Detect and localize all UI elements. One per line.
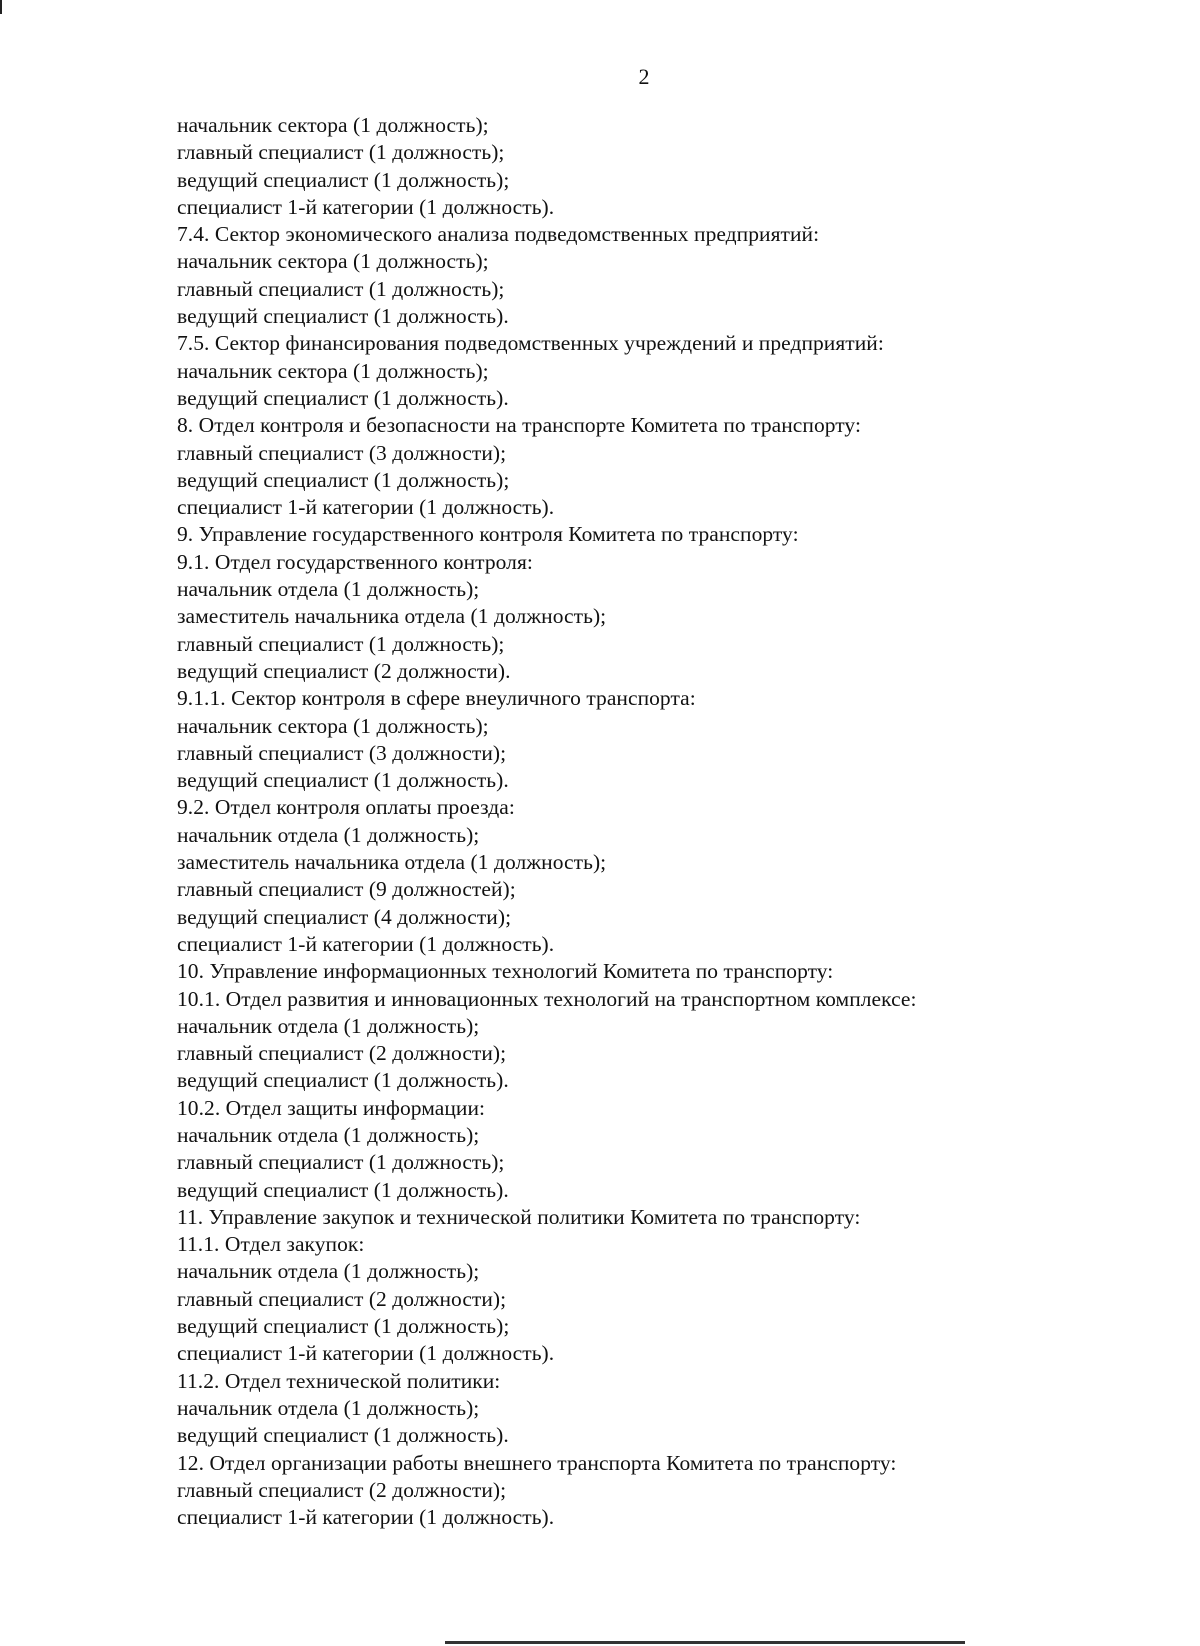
text-line: главный специалист (2 должности); bbox=[177, 1041, 507, 1066]
text-line: главный специалист (1 должность); bbox=[177, 1150, 505, 1175]
text-line: начальник сектора (1 должность); bbox=[177, 713, 489, 738]
section-heading: 9.2. Отдел контроля оплаты проезда: bbox=[177, 795, 515, 820]
section-heading: 10. Управление информационных технологий Комитета по транспорту: bbox=[177, 959, 834, 984]
text-line: ведущий специалист (1 должность). bbox=[177, 1177, 509, 1202]
text-line: ведущий специалист (2 должности). bbox=[177, 658, 511, 683]
text-line: главный специалист (2 должности); bbox=[177, 1286, 507, 1311]
text-line: начальник отдела (1 должность); bbox=[177, 1013, 480, 1038]
section-heading: 9.1. Отдел государственного контроля: bbox=[177, 549, 533, 574]
text-line: ведущий специалист (1 должность); bbox=[177, 167, 510, 192]
text-line: начальник отдела (1 должность); bbox=[177, 1395, 480, 1420]
page-number: 2 bbox=[638, 64, 650, 89]
text-line: ведущий специалист (1 должность). bbox=[177, 385, 509, 410]
text-line: начальник сектора (1 должность); bbox=[177, 358, 489, 383]
text-line: начальник сектора (1 должность); bbox=[177, 113, 489, 137]
section-heading: 10.1. Отдел развития и инновационных технологий на транспортном комплексе: bbox=[177, 986, 917, 1011]
text-line: заместитель начальника отдела (1 должность); bbox=[177, 850, 607, 875]
scan-bottom-edge bbox=[445, 1641, 965, 1644]
text-line: главный специалист (2 должности); bbox=[177, 1477, 507, 1502]
text-line: специалист 1-й категории (1 должность). bbox=[177, 495, 555, 520]
section-heading: 7.5. Сектор финансирования подведомственных учреждений и предприятий: bbox=[177, 331, 884, 356]
text-line: главный специалист (3 должности); bbox=[177, 440, 507, 465]
text-line: главный специалист (1 должность); bbox=[177, 276, 505, 301]
text-line: начальник отдела (1 должность); bbox=[177, 1122, 480, 1147]
section-heading: 11.2. Отдел технической политики: bbox=[177, 1368, 501, 1393]
text-line: заместитель начальника отдела (1 должность); bbox=[177, 604, 607, 629]
text-line: ведущий специалист (1 должность); bbox=[177, 467, 510, 492]
text-line: главный специалист (1 должность); bbox=[177, 140, 505, 165]
text-line: начальник сектора (1 должность); bbox=[177, 249, 489, 274]
text-line: главный специалист (1 должность); bbox=[177, 631, 505, 656]
section-heading: 11. Управление закупок и технической политики Комитета по транспорту: bbox=[177, 1204, 861, 1229]
section-heading: 12. Отдел организации работы внешнего транспорта Комитета по транспорту: bbox=[177, 1450, 897, 1475]
text-line: специалист 1-й категории (1 должность). bbox=[177, 1341, 555, 1366]
text-line: главный специалист (9 должностей); bbox=[177, 877, 516, 902]
text-line: специалист 1-й категории (1 должность). bbox=[177, 931, 555, 956]
text-line: ведущий специалист (1 должность). bbox=[177, 1423, 509, 1448]
section-heading: 9.1.1. Сектор контроля в сфере внеуличного транспорта: bbox=[177, 686, 696, 711]
section-heading: 7.4. Сектор экономического анализа подведомственных предприятий: bbox=[177, 222, 820, 247]
text-line: ведущий специалист (4 должности); bbox=[177, 904, 512, 929]
text-line: начальник отдела (1 должность); bbox=[177, 1259, 480, 1284]
text-line: ведущий специалист (1 должность). bbox=[177, 304, 509, 329]
section-heading: 11.1. Отдел закупок: bbox=[177, 1232, 365, 1257]
text-line: ведущий специалист (1 должность). bbox=[177, 1068, 509, 1093]
text-line: специалист 1-й категории (1 должность). bbox=[177, 194, 555, 219]
document-body bbox=[177, 112, 1177, 1531]
text-line: ведущий специалист (1 должность); bbox=[177, 1314, 510, 1339]
text-line: начальник отдела (1 должность); bbox=[177, 822, 480, 847]
text-line: главный специалист (3 должности); bbox=[177, 740, 507, 765]
section-heading: 8. Отдел контроля и безопасности на транспорте Комитета по транспорту: bbox=[177, 413, 861, 438]
scan-edge-mark bbox=[0, 0, 2, 14]
section-heading: 10.2. Отдел защиты информации: bbox=[177, 1095, 486, 1120]
text-line: ведущий специалист (1 должность). bbox=[177, 768, 509, 793]
text-line: начальник отдела (1 должность); bbox=[177, 577, 480, 602]
text-line: специалист 1-й категории (1 должность). bbox=[177, 1505, 555, 1530]
section-heading: 9. Управление государственного контроля Комитета по транспорту: bbox=[177, 522, 799, 547]
